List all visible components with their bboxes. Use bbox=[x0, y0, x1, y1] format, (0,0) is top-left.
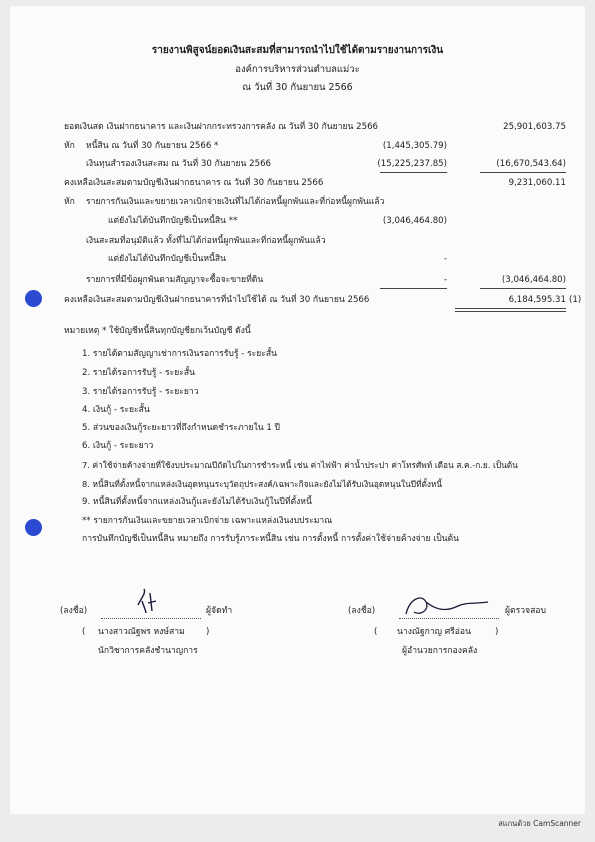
notes-heading: หมายเหตุ * ใช้บัญชีหนี้สินทุกบัญชียกเว้นบัญชี ดังนี้ bbox=[64, 326, 251, 336]
left-signature-icon bbox=[120, 585, 180, 617]
right-signer-name: นางณัฐกาญ ศรีอ่อน bbox=[397, 627, 471, 637]
left-signer-name: นางสาวณัฐพร หงษ์สาม bbox=[98, 627, 185, 637]
right-sign-label: (ลงชื่อ) bbox=[348, 606, 376, 616]
remaining-balance-value: 9,231,060.11 bbox=[508, 178, 566, 188]
right-signer-position: ผู้อำนวยการกองคลัง bbox=[402, 646, 478, 656]
note2-line2: การบันทึกบัญชีเป็นหนี้สิน หมายถึง การรับรู้ภาระหนี้สิน เช่น การตั้งหนี้ การตั้งค่าใช้จ่ายค้างจ่าย เป็นต้น bbox=[82, 534, 459, 544]
report-date: ณ วันที่ 30 กันยายน 2566 bbox=[242, 82, 353, 93]
remaining-balance-label: คงเหลือเงินสะสมตามบัญชีเงินฝากธนาคาร ณ วันที่ 30 กันยายน 2566 bbox=[64, 178, 324, 188]
carryover-label-line1: รายการกันเงินและขยายเวลาเบิกจ่ายเงินที่ไม่ได้ก่อหนี้ผูกพันและที่ก่อหนี้ผูกพันแล้ว bbox=[86, 197, 385, 207]
cash-balance-label: ยอดเงินสด เงินฝากธนาคาร และเงินฝากกระทรวงการคลัง ณ วันที่ 30 กันยายน 2566 bbox=[64, 122, 379, 132]
carryover-value: (3,046,464.80) bbox=[382, 216, 447, 226]
binder-hole-top bbox=[25, 290, 42, 307]
underline-carryover bbox=[480, 288, 566, 289]
note-item: 8. หนี้สินที่ตั้งหนี้จากแหล่งเงินอุดหนุนระบุวัตถุประสงค์/เฉพาะกิจและยังไม่ได้รับเงินอุดหนุนในปีที่ตั้งหนี้ bbox=[82, 479, 443, 489]
reserve-fund-value: (15,225,237.85) bbox=[377, 159, 447, 169]
left-close-paren: ) bbox=[206, 627, 210, 637]
less-prefix-1: หัก bbox=[64, 141, 75, 151]
total-carryover-value: (3,046,464.80) bbox=[501, 275, 566, 285]
underline-deductions bbox=[480, 172, 566, 173]
note-item: 6. เงินกู้ - ระยะยาว bbox=[82, 441, 154, 451]
right-close-paren: ) bbox=[495, 627, 499, 637]
land-contract-value: - bbox=[443, 275, 447, 285]
reserve-fund-label: เงินทุนสำรองเงินสะสม ณ วันที่ 30 กันยายน 2566 bbox=[86, 159, 272, 169]
total-deductions-value: (16,670,543.64) bbox=[496, 159, 566, 169]
land-contract-label: รายการที่มีข้อผูกพันตามสัญญาจะซื้อจะขายที่ดิน bbox=[86, 275, 264, 285]
approved-savings-label-line1: เงินสะสมที่อนุมัติแล้ว ทั้งที่ไม่ได้ก่อหนี้ผูกพันและที่ก่อหนี้ผูกพันแล้ว bbox=[86, 236, 326, 246]
left-role: ผู้จัดทำ bbox=[206, 606, 233, 616]
organization-name: องค์การบริหารส่วนตำบลแม่วะ bbox=[235, 64, 360, 75]
underline-reserve bbox=[380, 172, 447, 173]
carryover-label-line2: แต่ยังไม่ได้บันทึกบัญชีเป็นหนี้สิน ** bbox=[108, 216, 238, 226]
scanner-watermark: สแกนด้วย CamScanner bbox=[498, 819, 581, 828]
cash-balance-value: 25,901,603.75 bbox=[503, 122, 566, 132]
note-item: 3. รายได้รอการรับรู้ - ระยะยาว bbox=[82, 387, 199, 397]
note2-line1: ** รายการกันเงินและขยายเวลาเบิกจ่าย เฉพาะแหล่งเงินงบประมาณ bbox=[82, 516, 333, 526]
right-sign-line bbox=[399, 618, 499, 619]
report-title: รายงานพิสูจน์ยอดเงินสะสมที่สามารถนำไปใช้ได้ตามรายงานการเงิน bbox=[151, 45, 444, 56]
left-sign-line bbox=[101, 618, 201, 619]
usable-balance-value: 6,184,595.31 bbox=[508, 295, 566, 305]
right-open-paren: ( bbox=[374, 627, 378, 637]
approved-savings-label-line2: แต่ยังไม่ได้บันทึกบัญชีเป็นหนี้สิน bbox=[108, 254, 226, 264]
note-item: 2. รายได้รอการรับรู้ - ระยะสั้น bbox=[82, 368, 195, 378]
left-open-paren: ( bbox=[82, 627, 86, 637]
left-signer-position: นักวิชาการคลังชำนาญการ bbox=[98, 646, 198, 656]
note-item: 9. หนี้สินที่ตั้งหนี้จากแหล่งเงินกู้และยังไม่ได้รับเงินกู้ในปีที่ตั้งหนี้ bbox=[82, 497, 312, 507]
note-item: 1. รายได้ตามสัญญาเช่าการเงินรอการรับรู้ - ระยะสั้น bbox=[82, 349, 278, 359]
less-prefix-2: หัก bbox=[64, 197, 75, 207]
left-sign-label: (ลงชื่อ) bbox=[60, 606, 88, 616]
note-item: 4. เงินกู้ - ระยะสั้น bbox=[82, 405, 150, 415]
double-underline-bottom bbox=[455, 311, 566, 312]
liabilities-value: (1,445,305.79) bbox=[382, 141, 447, 151]
binder-hole-bottom bbox=[25, 519, 42, 536]
double-underline-top bbox=[455, 308, 566, 309]
approved-savings-value: - bbox=[443, 254, 447, 264]
note-item: 5. ส่วนของเงินกู้ระยะยาวที่ถึงกำหนดชำระภายใน 1 ปี bbox=[82, 423, 280, 433]
usable-balance-footnote: (1) bbox=[569, 295, 582, 305]
underline-land bbox=[380, 288, 447, 289]
note-item: 7. ค่าใช้จ่ายค้างจ่ายที่ใช้งบประมาณปีถัดไปในการชำระหนี้ เช่น ค่าไฟฟ้า ค่าน้ำประปา ค่าโทรศัพท์ เดือน ส.ค.-ก.ย. เป็นต้น bbox=[82, 460, 518, 470]
right-role: ผู้ตรวจสอบ bbox=[505, 606, 546, 616]
usable-balance-label: คงเหลือเงินสะสมตามบัญชีเงินฝากธนาคารที่นำไปใช้ได้ ณ วันที่ 30 กันยายน 2566 bbox=[64, 295, 370, 305]
liabilities-label: หนี้สิน ณ วันที่ 30 กันยายน 2566 * bbox=[86, 141, 219, 151]
